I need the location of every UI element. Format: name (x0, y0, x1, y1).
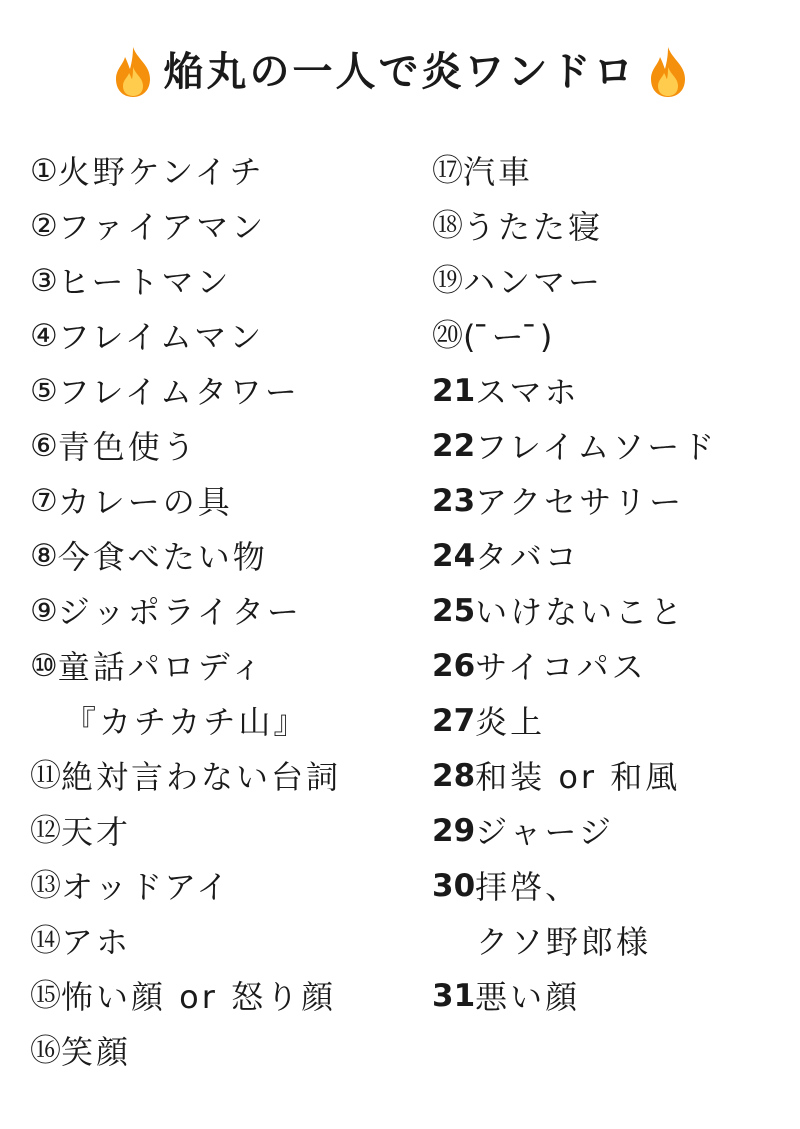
item-number: 24 (432, 538, 476, 574)
item-label: タバコ (475, 537, 580, 576)
list-item (432, 309, 792, 364)
right-column (432, 144, 792, 1024)
item-label: 笑顔 (61, 1032, 132, 1071)
item-number: ④ (30, 318, 58, 354)
list-item (30, 474, 410, 529)
item-number: ⑯ (30, 1033, 61, 1069)
fire-icon (112, 45, 154, 99)
item-label: ジッポライター (57, 592, 302, 631)
item-label: ヒートマン (57, 262, 232, 301)
list-item (30, 529, 410, 584)
item-number: ⑬ (30, 868, 61, 904)
list-item (432, 199, 792, 254)
item-number: 26 (432, 648, 476, 684)
list-item (30, 309, 410, 364)
item-number: 30 (432, 868, 476, 904)
item-number: 28 (432, 758, 476, 794)
list-item (432, 144, 792, 199)
item-number: ⑦ (30, 483, 58, 519)
list-item (30, 584, 410, 639)
list-item (432, 859, 792, 914)
item-number: ① (30, 153, 58, 189)
item-number: 23 (432, 483, 476, 519)
list-item (432, 639, 792, 694)
item-label: 今食べたい物 (57, 537, 268, 576)
list-item (432, 969, 792, 1024)
item-label: 和装 or 和風 (475, 757, 681, 796)
list-item (432, 749, 792, 804)
item-number: ⑧ (30, 538, 58, 574)
list-item (30, 144, 410, 199)
item-label: 絶対言わない台詞 (61, 757, 342, 796)
item-label: 悪い顔 (475, 977, 581, 1016)
item-number: ⑫ (30, 813, 61, 849)
item-label: 天才 (61, 812, 132, 851)
item-number: ⑱ (432, 208, 463, 244)
item-label: フレイムソード (475, 427, 718, 466)
left-column (30, 144, 410, 1079)
item-number: ⑥ (30, 428, 58, 464)
list-item (30, 859, 410, 914)
item-label: うたた寝 (463, 207, 604, 246)
item-label: オッドアイ (61, 867, 232, 906)
list-item (30, 914, 410, 969)
list-item (432, 419, 792, 474)
item-number: ⑭ (30, 923, 61, 959)
item-label-continuation: 『カチカチ山』 (64, 702, 309, 741)
item-number: 25 (432, 593, 476, 629)
page-title: 焔丸の一人で炎ワンドロ (163, 49, 637, 95)
list-item (432, 584, 792, 639)
list-item (30, 254, 410, 309)
item-label: 汽車 (463, 152, 534, 191)
item-label: カレーの具 (57, 482, 233, 521)
title-row (0, 32, 800, 112)
item-label: アクセサリー (475, 482, 685, 521)
item-label: 童話パロディ (57, 647, 266, 686)
list-item (30, 969, 410, 1024)
item-number: ⑮ (30, 978, 61, 1014)
list-item (30, 364, 410, 419)
item-number: 31 (432, 978, 476, 1014)
item-label: ジャージ (475, 812, 614, 851)
list-item (432, 804, 792, 859)
list-item (30, 804, 410, 859)
item-number: ⑨ (30, 593, 58, 629)
item-number: ② (30, 208, 58, 244)
list-item (432, 474, 792, 529)
item-label: 青色使う (57, 427, 198, 466)
item-label: 炎上 (475, 702, 546, 741)
item-label: アホ (61, 922, 132, 961)
item-label: ファイアマン (57, 207, 267, 246)
item-number: ⑰ (432, 153, 463, 189)
item-label: サイコパス (475, 647, 647, 686)
list-item (432, 529, 792, 584)
item-number: ⑤ (30, 373, 58, 409)
item-label: 拝啓、 (475, 867, 581, 906)
item-label: スマホ (475, 372, 580, 411)
list-item (432, 694, 792, 749)
fire-icon (647, 45, 689, 99)
list-item (30, 419, 410, 474)
item-label: フレイムタワー (57, 372, 300, 411)
list-item (30, 1024, 410, 1079)
item-number: 27 (432, 703, 476, 739)
list-item (30, 639, 410, 694)
item-label: いけないこと (475, 592, 686, 631)
item-label-continuation: クソ野郎様 (476, 922, 652, 961)
item-label: フレイムマン (57, 317, 265, 356)
list-item (30, 749, 410, 804)
item-number: ⑪ (30, 758, 61, 794)
item-number: ⑲ (432, 263, 463, 299)
list-item (30, 199, 410, 254)
item-number: ③ (30, 263, 58, 299)
list-item (432, 254, 792, 309)
item-number: 29 (432, 813, 476, 849)
item-number: ⑩ (30, 648, 58, 684)
item-number: 21 (432, 373, 476, 409)
item-number: ⑳ (432, 318, 463, 354)
item-number: 22 (432, 428, 476, 464)
item-label: 火野ケンイチ (57, 152, 265, 191)
item-label: 怖い顔 or 怒り顔 (61, 977, 337, 1016)
list-item (432, 364, 792, 419)
item-label: ( ̄ー ̄) (463, 317, 556, 356)
item-label: ハンマー (463, 262, 604, 301)
